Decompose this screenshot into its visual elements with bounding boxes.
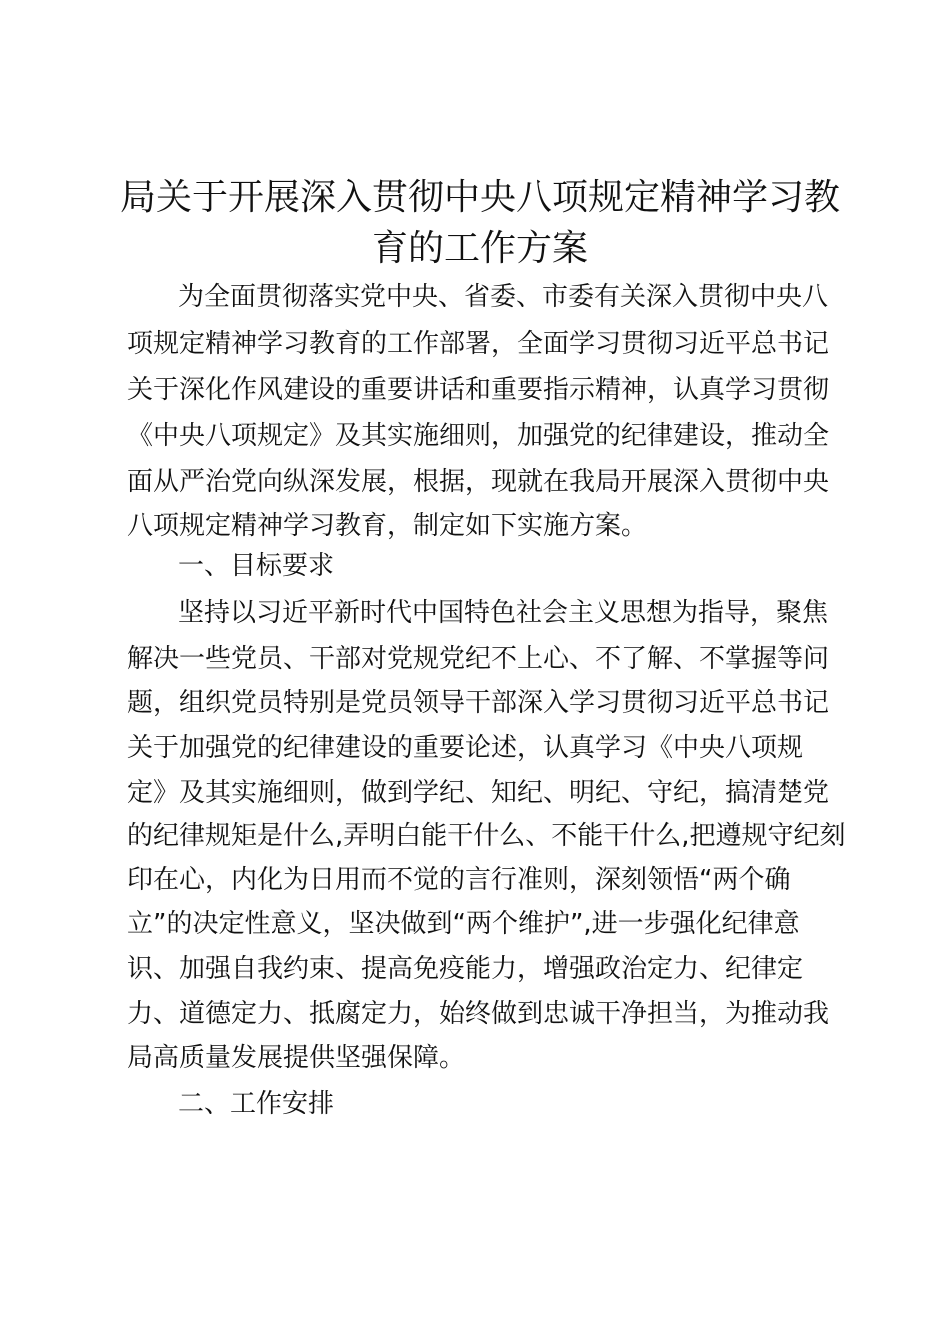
goals-paragraph-line: 力、道德定力、抵腐定力，始终做到忠诚干净担当，为推动我 [127,999,830,1029]
intro-paragraph-line: 关于深化作风建设的重要讲话和重要指示精神，认真学习贯彻 [127,375,830,405]
intro-paragraph-line: 八项规定精神学习教育，制定如下实施方案。 [127,511,648,541]
section-heading-goals: 一、目标要求 [178,551,335,581]
goals-paragraph-line: 关于加强党的纪律建设的重要论述，认真学习《中央八项规 [127,733,804,763]
goals-paragraph-line: 局高质量发展提供坚强保障。 [127,1043,466,1073]
intro-paragraph-line: 面从严治党向纵深发展，根据，现就在我局开展深入贯彻中央 [127,467,830,497]
goals-paragraph-line: 的纪律规矩是什么,弄明白能干什么、不能干什么,把遵规守纪刻 [127,821,846,851]
document-title-line-2: 育的工作方案 [371,228,588,269]
intro-paragraph-line: 《中央八项规定》及其实施细则，加强党的纪律建设，推动全 [127,421,830,451]
intro-paragraph-line: 项规定精神学习教育的工作部署，全面学习贯彻习近平总书记 [127,329,830,359]
goals-paragraph-line: 题，组织党员特别是党员领导干部深入学习贯彻习近平总书记 [127,688,830,718]
goals-paragraph-line: 识、加强自我约束、提高免疫能力，增强政治定力、纪律定 [127,954,804,984]
goals-paragraph-line: 解决一些党员、干部对党规党纪不上心、不了解、不掌握等问 [127,644,830,674]
section-heading-work-arrangement: 二、工作安排 [178,1089,335,1119]
goals-paragraph-line: 印在心，内化为日用而不觉的言行准则，深刻领悟“两个确 [127,865,791,895]
goals-paragraph-line: 立”的决定性意义，坚决做到“两个维护”,进一步强化纪律意 [127,909,800,939]
intro-paragraph-line: 为全面贯彻落实党中央、省委、市委有关深入贯彻中央八 [178,282,829,312]
goals-paragraph-line: 定》及其实施细则，做到学纪、知纪、明纪、守纪，搞清楚党 [127,778,830,808]
document-title-line-1: 局关于开展深入贯彻中央八项规定精神学习教 [119,177,840,218]
goals-paragraph-line: 坚持以习近平新时代中国特色社会主义思想为指导，聚焦 [178,598,829,628]
